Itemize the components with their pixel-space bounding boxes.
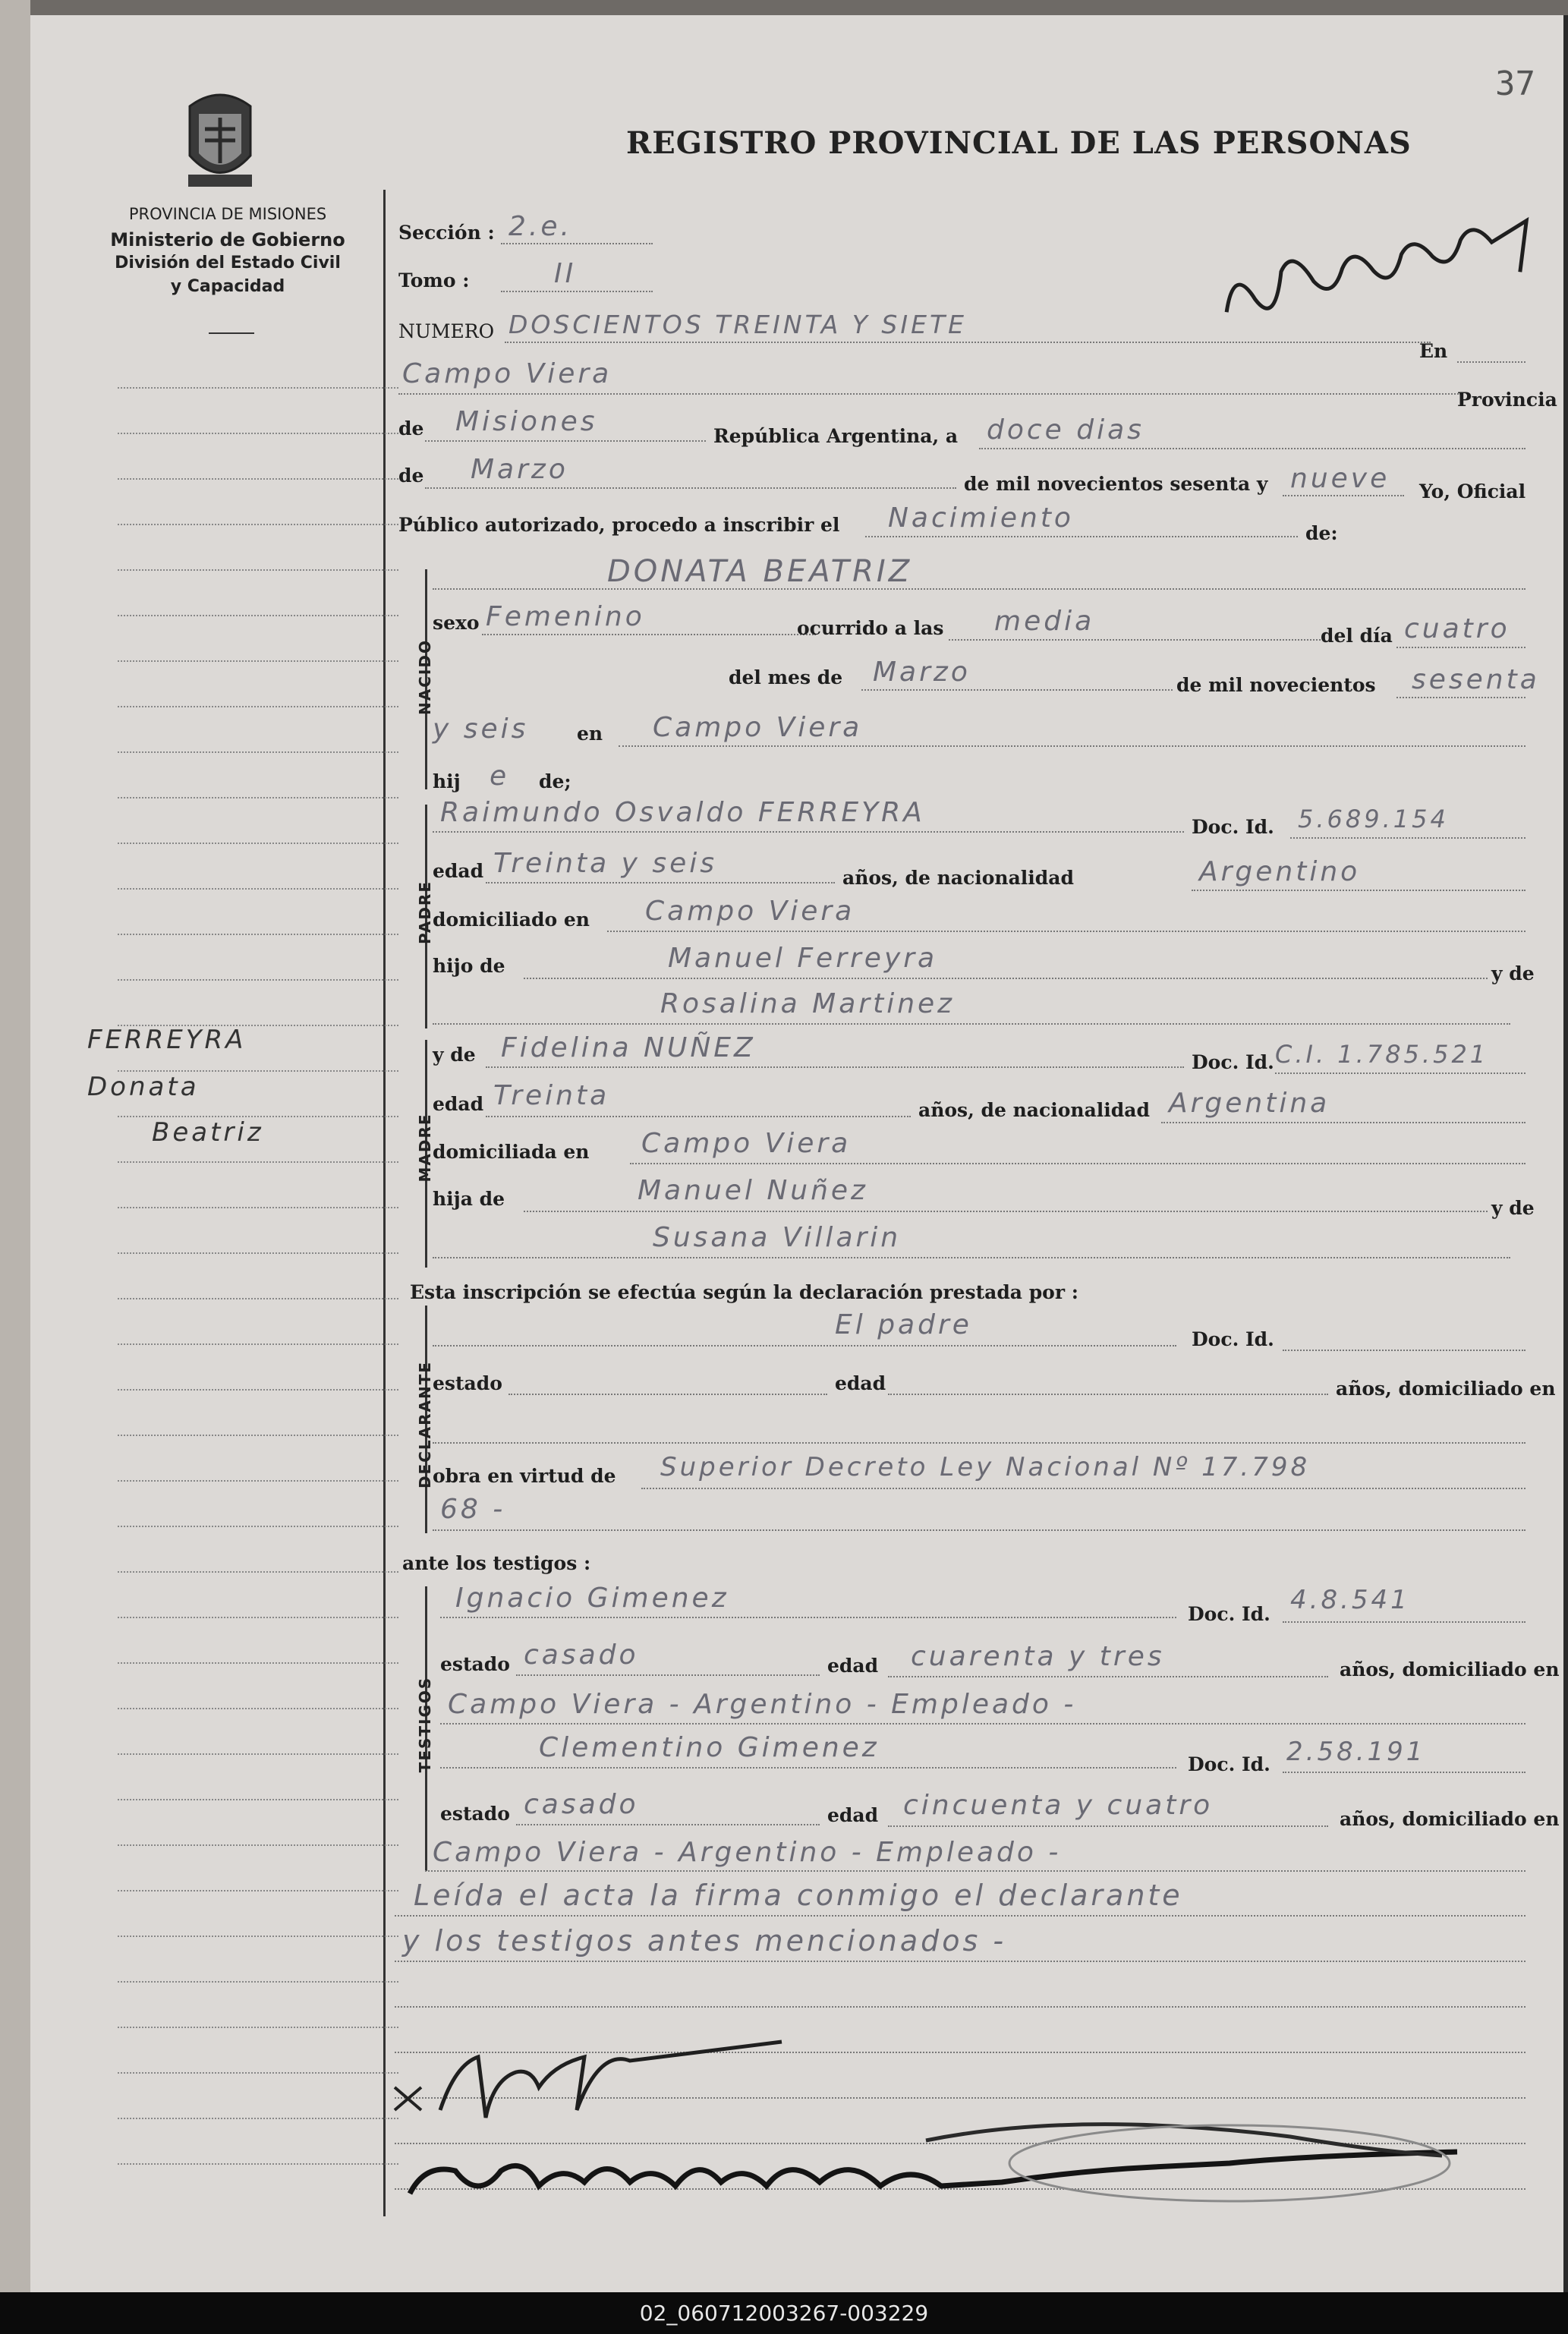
de2-label: de <box>398 465 424 487</box>
mil-label: de mil novecientos sesenta y <box>964 473 1268 495</box>
t1-name-line <box>440 1617 1176 1618</box>
margin-line <box>118 888 398 890</box>
closing-line-1: Leída el acta la firma conmigo el declarante <box>414 1879 1183 1912</box>
padre-dom-line <box>607 931 1525 932</box>
madre-dom-label: domiciliada en <box>433 1141 590 1163</box>
t2-estado-label: estado <box>440 1803 510 1825</box>
margin-line <box>118 2072 398 2074</box>
mes-line <box>861 689 1173 691</box>
margin-line <box>118 1662 398 1664</box>
seccion-label: Sección : <box>398 222 495 244</box>
madre-doc-label: Doc. Id. <box>1192 1051 1274 1073</box>
anio2-value: y seis <box>433 713 529 745</box>
padre-hijo-label: hijo de <box>433 955 505 977</box>
t2-dom-value: Campo Viera - Argentino - Empleado - <box>433 1837 1062 1868</box>
margin-name-1: Donata <box>87 1072 200 1102</box>
margin-line <box>118 1526 398 1527</box>
margin-line <box>118 1298 398 1299</box>
sexo-label: sexo <box>433 612 480 634</box>
madre-section-label: MADRE <box>416 1113 434 1183</box>
nacido-en-label: en <box>577 723 603 745</box>
t1-estado-line <box>516 1674 820 1676</box>
nacido-name-value: DONATA BEATRIZ <box>607 554 913 589</box>
t2-estado-line <box>516 1824 820 1825</box>
madre-name-value: Fidelina NUÑEZ <box>501 1032 756 1063</box>
margin-line <box>118 478 398 480</box>
padre-edad-value: Treinta y seis <box>493 848 717 879</box>
t2-edad-label: edad <box>827 1804 879 1826</box>
t2-dom-line <box>425 1870 1525 1872</box>
registrar-signature <box>1208 196 1554 348</box>
declarante-obra-line-2 <box>433 1529 1525 1531</box>
republica-label: República Argentina, a <box>713 425 959 447</box>
madre-edad-line <box>486 1116 911 1117</box>
anio-line <box>1396 697 1525 698</box>
nacido-section-label: NACIDO <box>416 639 434 715</box>
declarante-estado-line <box>508 1394 827 1395</box>
padre-madre-line <box>433 1023 1510 1025</box>
madre-hija-value: Manuel Nuñez <box>638 1175 868 1206</box>
anio-value: sesenta <box>1412 664 1540 695</box>
padre-doc-label: Doc. Id. <box>1192 816 1274 838</box>
margin-line <box>118 1343 398 1345</box>
margin-line <box>118 1753 398 1755</box>
madre-doc-line <box>1275 1073 1525 1074</box>
de-label: de <box>398 417 424 439</box>
margin-line <box>118 1207 398 1208</box>
t1-estado-value: casado <box>524 1639 639 1671</box>
margin-line <box>118 2027 398 2028</box>
margin-line <box>118 660 398 662</box>
margin-line <box>118 1435 398 1436</box>
declarante-doc-line <box>1283 1350 1525 1351</box>
margin-line <box>118 1981 398 1983</box>
margin-line <box>118 1708 398 1709</box>
madre-dom-value: Campo Viera <box>641 1128 852 1159</box>
division-label-2: y Capacidad <box>170 277 285 296</box>
document-page <box>30 15 1563 2292</box>
page-number: 37 <box>1495 65 1535 103</box>
declarante-name-value: El padre <box>835 1309 972 1340</box>
ocurrido-label: ocurrido a las <box>797 617 944 639</box>
margin-line <box>118 433 398 434</box>
division-label: División del Estado Civil <box>115 254 341 272</box>
madre-nac-value: Argentina <box>1169 1088 1330 1119</box>
declarante-edad-label: edad <box>835 1372 886 1394</box>
day-line <box>979 448 1525 449</box>
margin-name-2: Beatriz <box>152 1117 264 1148</box>
margin-line <box>118 1571 398 1573</box>
place-line <box>398 393 1461 395</box>
milnov-label: de mil novecientos <box>1176 674 1376 696</box>
padre-nac-line <box>1192 890 1525 891</box>
declarante-anios-label: años, domiciliado en <box>1336 1378 1556 1400</box>
t1-edad-value: cuarenta y tres <box>911 1641 1165 1672</box>
t1-estado-label: estado <box>440 1653 510 1675</box>
margin-line <box>118 569 398 571</box>
numero-line <box>505 342 1431 343</box>
dia-value: cuatro <box>1404 613 1510 644</box>
padre-yde-label: y de <box>1491 962 1535 984</box>
declarante-doc-label: Doc. Id. <box>1192 1328 1274 1350</box>
t2-name-line <box>440 1767 1176 1769</box>
document-title: REGISTRO PROVINCIAL DE LAS PERSONAS <box>626 125 1412 161</box>
hij-value: e <box>490 761 510 792</box>
tomo-value: II <box>554 258 577 289</box>
t1-dom-value: Campo Viera - Argentino - Empleado - <box>448 1689 1077 1720</box>
t1-doc-label: Doc. Id. <box>1188 1603 1270 1625</box>
margin-line <box>118 615 398 616</box>
provincia-label: Provincia <box>1457 389 1557 411</box>
t2-doc-line <box>1283 1772 1525 1773</box>
madre-yde2-label: y de <box>1491 1197 1535 1219</box>
padre-doc-line <box>1290 837 1525 839</box>
t1-edad-line <box>888 1676 1328 1677</box>
margin-line <box>118 1890 398 1891</box>
signature-scribble-icon <box>1208 196 1551 336</box>
margin-line <box>118 1617 398 1618</box>
t1-edad-label: edad <box>827 1655 879 1677</box>
madre-edad-value: Treinta <box>493 1080 610 1111</box>
padre-name-value: Raimundo Osvaldo FERREYRA <box>440 797 925 828</box>
tomo-line <box>501 291 653 292</box>
madre-anios-label: años, de nacionalidad <box>918 1099 1150 1121</box>
tomo-label: Tomo : <box>398 269 470 291</box>
padre-nac-value: Argentino <box>1199 856 1361 887</box>
coat-of-arms-icon <box>175 83 266 197</box>
book-spine <box>0 0 30 2334</box>
margin-line <box>118 797 398 798</box>
hora-line <box>949 639 1321 641</box>
closing-rule-1 <box>395 1915 1525 1917</box>
padre-hijo-line <box>524 978 1488 979</box>
margin-line <box>118 843 398 844</box>
t2-doc-value: 2.58.191 <box>1286 1737 1426 1767</box>
margin-line <box>118 2163 398 2165</box>
margin-line <box>118 979 398 981</box>
province-value: Misiones <box>455 406 598 437</box>
oficial-label: Yo, Oficial <box>1419 480 1526 502</box>
t2-doc-label: Doc. Id. <box>1188 1753 1270 1775</box>
declarante-intro: Esta inscripción se efectúa según la declaración prestada por : <box>410 1281 1078 1303</box>
madre-yde-label: y de <box>433 1044 476 1066</box>
month-line <box>425 487 956 489</box>
hij-de-label: de; <box>539 770 571 792</box>
t2-edad-line <box>888 1825 1328 1827</box>
margin-surname: FERREYRA <box>87 1025 247 1055</box>
margin-line <box>118 1252 398 1254</box>
margin-line <box>118 524 398 525</box>
closing-line-2: y los testigos antes mencionados - <box>402 1924 1007 1958</box>
t1-doc-line <box>1283 1621 1525 1623</box>
numero-value: DOSCIENTOS TREINTA Y SIETE <box>508 310 967 339</box>
t1-name-value: Ignacio Gimenez <box>455 1583 729 1614</box>
margin-line <box>118 1936 398 1937</box>
margin-line <box>118 387 398 389</box>
testigos-section-label: TESTIGOS <box>416 1676 434 1773</box>
numero-label: NUMERO <box>398 320 495 342</box>
witness-signature <box>395 2110 1533 2239</box>
declarante-edad-line <box>888 1394 1328 1395</box>
padre-edad-label: edad <box>433 860 484 882</box>
margin-line <box>118 1799 398 1800</box>
madre-dom-line <box>630 1163 1525 1164</box>
margin-line <box>118 934 398 935</box>
margin-line <box>118 1389 398 1391</box>
en-label: En <box>1419 340 1448 362</box>
margin-line <box>118 1480 398 1482</box>
day-value: doce dias <box>987 414 1145 446</box>
main-frame-line <box>383 190 386 2216</box>
padre-anios-label: años, de nacionalidad <box>842 867 1074 889</box>
act-line <box>865 536 1298 537</box>
declarante-blank-line <box>433 1442 1525 1444</box>
footer-code: 02_060712003267-003229 <box>0 2292 1568 2334</box>
padre-dom-value: Campo Viera <box>645 896 855 927</box>
t2-estado-value: casado <box>524 1789 639 1820</box>
seccion-value: 2.e. <box>508 211 572 242</box>
page-top-edge <box>30 0 1568 15</box>
t2-name-value: Clementino Gimenez <box>539 1732 880 1763</box>
margin-line <box>118 751 398 753</box>
madre-name-line <box>486 1066 1184 1068</box>
dia-line <box>1396 647 1525 648</box>
province-line <box>425 440 706 442</box>
declarante-section-label: DECLARANTE <box>416 1360 434 1489</box>
t2-anios-label: años, domiciliado en <box>1340 1808 1560 1830</box>
declarante-obra-line <box>641 1488 1525 1489</box>
lugar-line <box>619 745 1525 747</box>
header-rule <box>209 332 254 334</box>
act-value: Nacimiento <box>888 502 1074 534</box>
publico-label: Público autorizado, procedo a inscribir el <box>398 514 840 536</box>
margin-line <box>118 706 398 707</box>
deldia-label: del día <box>1321 625 1393 647</box>
madre-hija-line <box>524 1211 1488 1212</box>
ministry-label: Ministerio de Gobierno <box>110 229 345 250</box>
madre-madre-value: Susana Villarin <box>653 1222 902 1253</box>
madre-edad-label: edad <box>433 1093 484 1115</box>
t2-edad-value: cincuenta y cuatro <box>903 1790 1214 1821</box>
province-label: PROVINCIA DE MISIONES <box>128 205 327 223</box>
madre-hija-label: hija de <box>433 1188 505 1210</box>
hora-value: media <box>994 606 1095 637</box>
nacido-name-line <box>433 588 1525 590</box>
padre-dom-label: domiciliado en <box>433 909 590 931</box>
madre-doc-value: C.I. 1.785.521 <box>1275 1040 1489 1069</box>
padre-edad-line <box>486 882 835 884</box>
closing-rule-2 <box>395 1961 1525 1962</box>
year-line <box>1283 495 1404 496</box>
mes-value: Marzo <box>873 657 971 688</box>
hij-label: hij <box>433 770 461 792</box>
declarante-obra-value: Superior Decreto Ley Nacional Nº 17.798 <box>660 1452 1311 1482</box>
de3-label: de: <box>1305 522 1338 544</box>
lugar-value: Campo Viera <box>653 712 863 743</box>
declarante-name-line <box>433 1345 1176 1347</box>
month-value: Marzo <box>471 454 568 485</box>
delmes-label: del mes de <box>729 666 843 688</box>
year-value: nueve <box>1290 463 1390 494</box>
closing-rule-3 <box>395 2006 1525 2008</box>
testigos-intro: ante los testigos : <box>402 1552 591 1574</box>
declarante-estado-label: estado <box>433 1372 502 1394</box>
padre-section-label: PADRE <box>416 880 434 944</box>
margin-line <box>118 1161 398 1163</box>
t1-anios-label: años, domiciliado en <box>1340 1658 1560 1680</box>
padre-madre-value: Rosalina Martinez <box>660 988 956 1019</box>
padre-doc-value: 5.689.154 <box>1298 805 1449 833</box>
seccion-line <box>501 243 653 244</box>
en-line <box>1457 361 1525 363</box>
margin-line <box>118 1844 398 1846</box>
sexo-value: Femenino <box>486 601 645 632</box>
t1-doc-value: 4.8.541 <box>1290 1585 1410 1615</box>
t1-dom-line <box>440 1723 1525 1725</box>
padre-name-line <box>433 831 1184 833</box>
declarante-obra-value-2: 68 - <box>440 1494 506 1525</box>
padre-hijo-value: Manuel Ferreyra <box>668 943 938 974</box>
madre-madre-line <box>433 1257 1510 1258</box>
madre-nac-line <box>1161 1122 1525 1123</box>
margin-line <box>118 2118 398 2119</box>
declarante-obra-label: obra en virtud de <box>433 1465 616 1487</box>
sexo-line <box>482 634 816 635</box>
place-value: Campo Viera <box>402 358 612 389</box>
